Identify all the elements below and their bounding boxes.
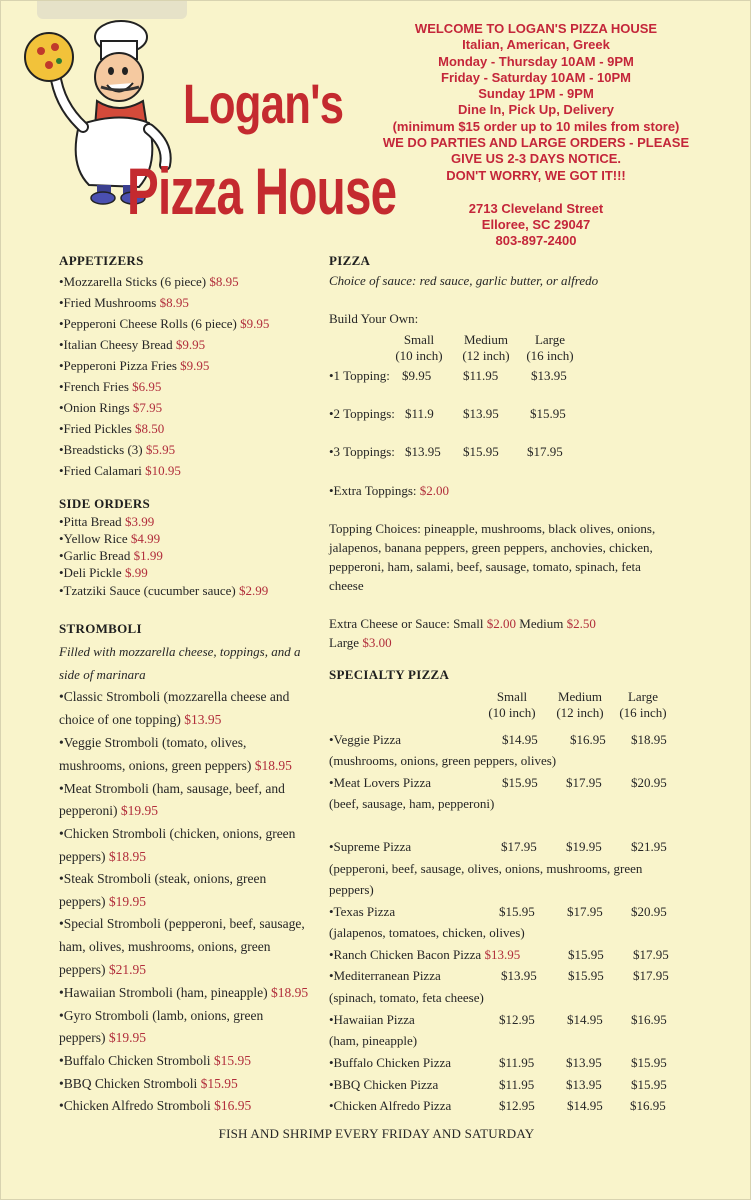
topping-choices-line: cheese [329,578,364,593]
item-name: pepperoni) [59,803,118,818]
build-your-own-label: Build Your Own: [329,311,419,326]
stromboli-line [59,894,146,910]
item-price: $2.99 [238,583,269,598]
item-price: $16.95 [214,1098,252,1113]
stromboli-line [59,712,221,728]
price-medium: $14.95 [567,1098,603,1113]
item-name: •Meat Stromboli (ham, sausage, beef, and [59,781,285,796]
item-price: $9.95 [180,358,210,373]
stromboli-line [59,916,305,932]
menu-item [59,548,163,564]
item-name: •Chicken Alfredo Stromboli [59,1098,211,1113]
price-large: $17.95 [527,444,563,459]
item-price: $5.95 [145,442,176,457]
size-name: Large [534,332,566,347]
item-price: $4.99 [130,531,161,546]
price-small: $11.9 [405,406,434,421]
item-name: peppers) [59,849,106,864]
menu-item [59,583,268,599]
stromboli-line [59,1076,238,1092]
item-price: $21.95 [108,962,146,977]
stromboli-line [59,1053,251,1069]
price-large: $15.95 [631,1055,667,1070]
specialty-desc: (beef, sausage, ham, pepperoni) [329,796,495,811]
price-large: $21.95 [631,839,667,854]
item-name: •Pitta Bread [59,514,122,529]
item-price: $10.95 [145,463,181,478]
info-line: Dine In, Pick Up, Delivery [457,102,615,118]
logo-title-line2: Pizza House [127,154,397,228]
store-address [421,201,651,249]
price-large: $17.95 [633,968,669,983]
footer-note: FISH AND SHRIMP EVERY FRIDAY AND SATURDAY [218,1126,535,1141]
price-medium: $13.95 [463,406,499,421]
size-header-medium [457,332,515,364]
specialty-name: •Chicken Alfredo Pizza [329,1098,452,1113]
item-name: •Special Stromboli (pepperoni, beef, sausage, [59,916,305,931]
item-price: $19.95 [108,1030,146,1045]
menu-item [59,514,154,530]
logo-title-line1: Logan's [183,72,344,135]
price-small: $9.95 [402,368,432,383]
price-medium: $19.95 [566,839,602,854]
item-name: •BBQ Chicken Stromboli [59,1076,198,1091]
item-name: •Fried Pickles [59,421,132,436]
topping-choices-line: jalapenos, banana peppers, green peppers, anchovies, chicken, [329,540,653,555]
pizza-row-label: •1 Topping: [329,368,390,383]
address-line: Elloree, SC 29047 [481,217,591,232]
appetizers-heading: APPETIZERS [59,253,144,268]
price-large: $17.95 [633,947,669,962]
item-price: $18.95 [108,849,146,864]
price-medium: $15.95 [568,947,604,962]
price-medium: $15.95 [568,968,604,983]
size-name: Medium [463,332,509,347]
size-name: Small [403,332,435,347]
price-medium: $14.95 [567,1012,603,1027]
price-small: $12.95 [499,1098,535,1113]
stromboli-description: Filled with mozzarella cheese, toppings, and a [59,644,301,659]
stromboli-line [59,689,289,705]
item-price: $15.95 [200,1076,238,1091]
specialty-desc: (ham, pineapple) [329,1033,418,1048]
info-line: Friday - Saturday 10AM - 10PM [441,69,631,85]
item-name: peppers) [59,1030,106,1045]
item-price: $18.95 [271,985,309,1000]
item-price: $8.95 [209,274,239,289]
item-name: •French Fries [59,379,129,394]
size-header-small [483,689,541,721]
price-large: $13.95 [531,368,567,383]
stromboli-line [59,758,292,774]
price-small: $15.95 [502,775,538,790]
item-name: •Deli Pickle [59,565,122,580]
price-large: $20.95 [631,775,667,790]
item-price: $9.95 [175,337,206,352]
price-large: $16.95 [631,1012,667,1027]
stromboli-line [59,826,295,842]
item-name: •Mozzarella Sticks (6 piece) [59,274,207,289]
item-name: •Classic Stromboli (mozzarella cheese and [59,689,290,704]
extra-cheese-label: Extra Cheese or Sauce: Small [329,616,484,631]
item-price: $1.99 [133,548,163,563]
menu-item [59,531,160,547]
menu-item [59,274,239,290]
info-line: GIVE US 2-3 DAYS NOTICE. [450,151,621,167]
stromboli-line [59,985,308,1001]
extra-cheese-medium-label: Medium [519,616,564,631]
specialty-desc: (jalapenos, tomatoes, chicken, olives) [329,925,525,940]
price-large: $16.95 [630,1098,666,1113]
price-large: $20.95 [631,904,667,919]
item-price: $6.95 [132,379,162,394]
size-header-large [613,689,673,721]
specialty-desc: peppers) [329,882,374,897]
item-name: •Breadsticks (3) [59,442,143,457]
item-name: •Italian Cheesy Bread [59,337,173,352]
price-medium: $17.95 [566,775,602,790]
item-name: •Pepperoni Pizza Fries [59,358,177,373]
stromboli-description: side of marinara [59,667,146,682]
specialty-desc: (mushrooms, onions, green peppers, olives) [329,753,557,768]
menu-item [59,337,205,353]
stromboli-line [59,1098,251,1114]
sauce-note: Choice of sauce: red sauce, garlic butter, or alfredo [329,273,599,288]
item-name: peppers) [59,962,106,977]
price-small: $13.95 [484,947,521,962]
topping-choices-line: pepperoni, ham, salami, beef, sausage, tomato, spinach, feta [329,559,641,574]
info-line: Italian, American, Greek [462,37,610,53]
info-line: DON'T WORRY, WE GOT IT!!! [446,167,626,183]
item-name: •Chicken Stromboli (chicken, onions, green [59,826,296,841]
item-name: •Tzatziki Sauce (cucumber sauce) [59,583,236,598]
specialty-name: •BBQ Chicken Pizza [329,1077,439,1092]
price-medium: $11.95 [463,368,499,383]
item-name: ham, olives, mushrooms, onions, green [59,939,271,954]
price-medium: $13.95 [566,1055,602,1070]
stromboli-line [59,803,158,819]
size-inch: (12 inch) [462,348,510,363]
info-line: WELCOME TO LOGAN'S PIZZA HOUSE [414,21,658,36]
item-price: $.99 [124,565,148,580]
extra-toppings-price: $2.00 [419,483,450,498]
specialty-desc: (pepperoni, beef, sausage, olives, onions, mushrooms, green [329,861,643,876]
item-name: •Onion Rings [59,400,130,415]
item-price: $8.50 [135,421,165,436]
info-line: Sunday 1PM - 9PM [478,86,594,102]
stromboli-heading: STROMBOLI [59,621,142,636]
specialty-pizza-heading: SPECIALTY PIZZA [329,667,450,682]
stromboli-line [59,962,146,978]
item-name: mushrooms, onions, green peppers) [59,758,252,773]
price-large: $15.95 [631,1077,667,1092]
stromboli-line [59,735,246,751]
price-small: $12.95 [499,1012,535,1027]
item-price: $19.95 [120,803,158,818]
address-line: 2713 Cleveland Street [468,201,604,216]
item-price: $13.95 [184,712,222,727]
item-name: •Yellow Rice [59,531,128,546]
item-name: •Pepperoni Cheese Rolls (6 piece) [59,316,237,331]
size-name: Small [496,689,528,704]
item-name: •Buffalo Chicken Stromboli [59,1053,211,1068]
menu-item [59,463,181,479]
extra-cheese [329,616,596,632]
item-price: $19.95 [108,894,146,909]
info-line: WE DO PARTIES AND LARGE ORDERS - PLEASE [382,135,690,151]
price-small: $13.95 [501,968,537,983]
item-name: •Hawaiian Stromboli (ham, pineapple) [59,985,268,1000]
item-name: •Gyro Stromboli (lamb, onions, green [59,1008,264,1023]
item-name: choice of one topping) [59,712,181,727]
extra-cheese-small-price: $2.00 [486,616,517,631]
item-price: $15.95 [213,1053,251,1068]
specialty-name: •Supreme Pizza [329,839,412,854]
size-inch: (16 inch) [619,705,667,720]
info-line: (minimum $15 order up to 10 miles from store) [392,118,680,134]
item-price: $3.99 [124,514,155,529]
stromboli-line [59,1030,146,1046]
price-small: $11.95 [499,1077,535,1092]
stromboli-line [59,871,266,887]
item-name: •Veggie Stromboli (tomato, olives, [59,735,247,750]
specialty-name: •Mediterranean Pizza [329,968,441,983]
specialty-name: •Meat Lovers Pizza [329,775,432,790]
price-small: $11.95 [499,1055,535,1070]
size-name: Large [627,689,659,704]
item-name: •Steak Stromboli (steak, onions, green [59,871,267,886]
extra-cheese-large [329,635,392,651]
info-line: Monday - Thursday 10AM - 9PM [438,53,634,69]
specialty-name: •Veggie Pizza [329,732,402,747]
phone-number: 803-897-2400 [495,233,577,248]
stromboli-line [59,849,146,865]
specialty-name: •Buffalo Chicken Pizza [329,1055,452,1070]
menu-item [59,379,161,395]
item-price: $9.95 [240,316,270,331]
size-header-large [521,332,579,364]
menu-item [59,400,162,416]
pizza-heading: PIZZA [329,253,371,268]
store-info [356,21,716,184]
size-inch: (12 inch) [556,705,604,720]
price-medium: $15.95 [463,444,499,459]
price-large: $15.95 [530,406,566,421]
price-small: $13.95 [405,444,441,459]
item-name: peppers) [59,894,106,909]
size-inch: (10 inch) [488,705,536,720]
menu-item [59,358,209,374]
item-name: •Fried Mushrooms [59,295,157,310]
extra-cheese-medium-price: $2.50 [566,616,596,631]
size-name: Medium [557,689,603,704]
item-price: $7.95 [132,400,163,415]
item-price: $18.95 [254,758,292,773]
item-name: •Ranch Chicken Bacon Pizza [329,947,482,962]
stromboli-line [59,781,285,797]
price-large: $18.95 [631,732,667,747]
specialty-name [329,947,520,963]
pizza-row-label: •3 Toppings: [329,444,395,459]
price-medium: $13.95 [566,1077,602,1092]
pizza-row-label: •2 Toppings: [329,406,395,421]
specialty-desc: (spinach, tomato, feta cheese) [329,990,484,1005]
menu-item [59,421,164,437]
item-name: •Fried Calamari [59,463,142,478]
side-orders-heading: SIDE ORDERS [59,496,151,511]
stromboli-line [59,939,270,955]
topping-choices-line: Topping Choices: pineapple, mushrooms, black olives, onions, [329,521,656,536]
menu-item [59,565,148,581]
menu-item [59,295,189,311]
extra-toppings-label: •Extra Toppings: [329,483,417,498]
extra-cheese-large-label: Large [329,635,360,650]
extra-toppings [329,483,449,499]
size-header-small [393,332,445,364]
extra-cheese-large-price: $3.00 [362,635,392,650]
item-price: $8.95 [159,295,189,310]
menu-item [59,442,175,458]
size-inch: (10 inch) [395,348,443,363]
menu-item [59,316,269,332]
stromboli-line [59,1008,263,1024]
specialty-name: •Texas Pizza [329,904,396,919]
price-small: $14.95 [502,732,538,747]
size-inch: (16 inch) [526,348,574,363]
item-name: •Garlic Bread [59,548,131,563]
price-medium: $17.95 [567,904,603,919]
price-small: $17.95 [501,839,537,854]
size-header-medium [550,689,610,721]
price-small: $15.95 [499,904,535,919]
specialty-name: •Hawaiian Pizza [329,1012,415,1027]
price-medium: $16.95 [570,732,606,747]
